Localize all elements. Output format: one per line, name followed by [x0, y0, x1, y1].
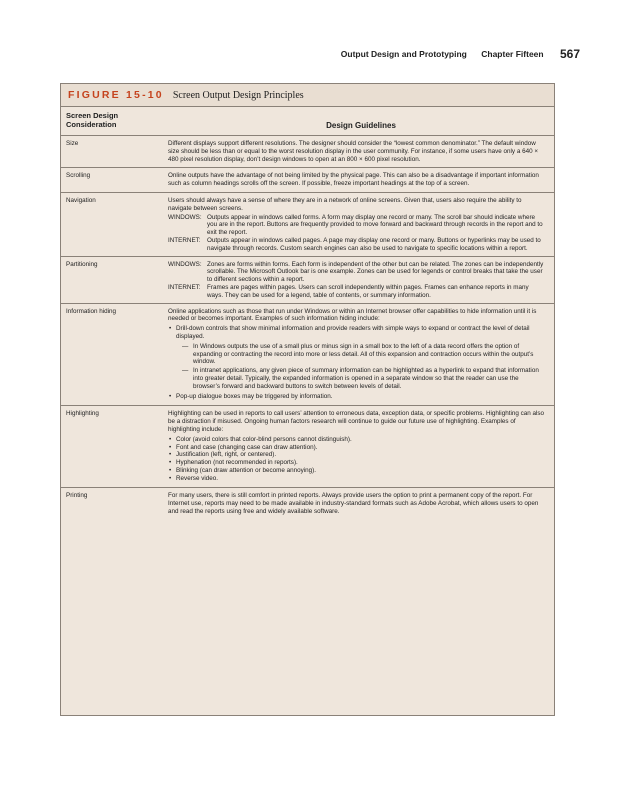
figure-title-bar: [61, 84, 554, 107]
page-number: 567: [559, 47, 580, 61]
list-item: • Drill-down controls that show minimal information and provide readers with simple ways to expand or contract the level of detail displayed.: [176, 325, 546, 341]
table-row-printing: [61, 488, 554, 519]
platform-windows: [168, 214, 546, 237]
figure-label: FIGURE 15-10: [68, 89, 164, 101]
table-row-size: [61, 136, 554, 168]
figure-caption: Screen Output Design Principles: [172, 89, 304, 101]
bullet-list: [168, 436, 546, 483]
row-intro: Highlighting can be used in reports to call users’ attention to erroneous data, exception data, or specific problems. Highlighting can also be a distraction if misused. Ongoing human factors research will continue to guide our future use of highlighting. Examples of highlighting include:: [168, 410, 545, 433]
header-guidelines: Design Guidelines: [326, 121, 396, 130]
em-dash: —: [182, 367, 189, 375]
row-label: Highlighting: [66, 410, 99, 418]
list-item: • Color (avoid colors that color-blind persons cannot distinguish).: [176, 436, 546, 444]
row-guidelines: [168, 406, 554, 487]
list-item: • Reverse video.: [176, 475, 546, 483]
sub-item-text: In Windows outputs the use of a small plus or minus sign in a small box to the left of a data record offers the option of expanding or contracting the record into more or less detail. All of this expansion and contraction occurs within the output’s window.: [193, 342, 534, 366]
row-guidelines: [168, 136, 554, 167]
platform-text: Outputs appear in windows called forms. A form may display one record or many. The scroll bar should indicate where you are in the report. Buttons are frequently provided to move forward and backward through records in the report and to exit the report.: [207, 213, 543, 237]
row-text: Online outputs have the advantage of not being limited by the physical page. This can also be a disadvantage if important information such as column headings scrolls off the screen. If possible, freeze important headings at the top of a screen.: [168, 172, 539, 188]
header-consideration: Screen Design Consideration: [66, 111, 119, 129]
row-guidelines: [168, 257, 554, 303]
table-row-information-hiding: [61, 304, 554, 407]
platform-label: INTERNET:: [168, 236, 201, 244]
list-item: • Pop-up dialogue boxes may be triggered by information.: [176, 393, 546, 401]
platform-text: Frames are pages within pages. Users can scroll independently within pages. Frames can enhance reports in many ways. They can be used for a legend, table of contents, or summary information.: [207, 283, 529, 299]
platform-text: Outputs appear in windows called pages. A page may display one record or many. Buttons or hyperlinks may be used to navigate through records. Custom search engines can also be used to navigate to specific locations within a report.: [207, 236, 541, 252]
table-header: [61, 107, 554, 136]
sub-item-list: [182, 343, 546, 391]
row-intro: Users should always have a sense of where they are in a network of online screens. Given that, users also require the ability to navigate between screens.: [168, 196, 522, 212]
row-label: Partitioning: [66, 260, 98, 268]
table-row-navigation: [61, 193, 554, 257]
platform-windows: [168, 261, 546, 284]
sub-item: [182, 367, 546, 390]
list-item: • Justification (left, right, or centered).: [176, 451, 546, 459]
row-label: Information hiding: [66, 307, 117, 315]
platform-label: INTERNET:: [168, 283, 201, 291]
sub-item-text: In intranet applications, any given piece of summary information can be highlighted as a hyperlink to expand that information into greater detail. Typically, the expanded information is opened in a separate window so that the reader can use the browser’s forward and backward buttons to switch between levels of detail.: [193, 367, 539, 390]
row-label: Printing: [66, 492, 88, 500]
row-label: Size: [66, 140, 79, 147]
platform-text: Zones are forms within forms. Each form is independent of the other but can be related. The zones can be independently scrollable. The Microsoft Outlook bar is one example. Zones can be used for legends or control breaks that take the user to different sections within a report.: [207, 260, 544, 284]
row-guidelines: [168, 168, 554, 192]
row-text: Different displays support different resolutions. The designer should consider the “lowest common denominator.” The default window size should be less than or equal to the worst resolution display in the user community. For instance, if some users have only a 640 × 480 pixel resolution display, don’t design windows to open at an 800 × 600 pixel resolution.: [168, 140, 539, 163]
row-guidelines: [168, 193, 554, 256]
row-label: Scrolling: [66, 172, 91, 180]
em-dash: —: [182, 342, 189, 350]
platform-internet: [168, 284, 546, 300]
row-intro: Online applications such as those that run under Windows or within an Internet browser offer capabilities to hide information until it is needed or becomes important. Examples of such information hiding include:: [168, 307, 537, 323]
row-guidelines: [168, 488, 554, 519]
running-head-title: Output Design and Prototyping: [340, 49, 467, 59]
platform-internet: [168, 237, 546, 253]
list-item: • Font and case (changing case can draw attention).: [176, 444, 546, 452]
platform-label: WINDOWS:: [168, 260, 202, 268]
figure-panel: [60, 83, 555, 716]
table-row-scrolling: [61, 168, 554, 193]
row-label: Navigation: [66, 196, 96, 204]
sub-item: [182, 343, 546, 366]
running-head: [60, 46, 580, 60]
row-text: For many users, there is still comfort in printed reports. Always provide users the option to print a permanent copy of the report. For Internet use, reports may need to be made available in industry-standard formats such as Adobe Acrobat, which allows users to open and read the reports using free and widely available software.: [168, 492, 539, 516]
bullet-list: [168, 393, 546, 401]
bullet-list: [168, 325, 546, 341]
platform-label: WINDOWS:: [168, 213, 202, 221]
table-row-highlighting: [61, 406, 554, 488]
running-head-chapter: Chapter Fifteen: [481, 49, 544, 59]
list-item: • Blinking (can draw attention or become annoying).: [176, 467, 546, 475]
row-guidelines: [168, 304, 554, 406]
table-row-partitioning: [61, 257, 554, 304]
list-item: • Hyphenation (not recommended in reports).: [176, 459, 546, 467]
